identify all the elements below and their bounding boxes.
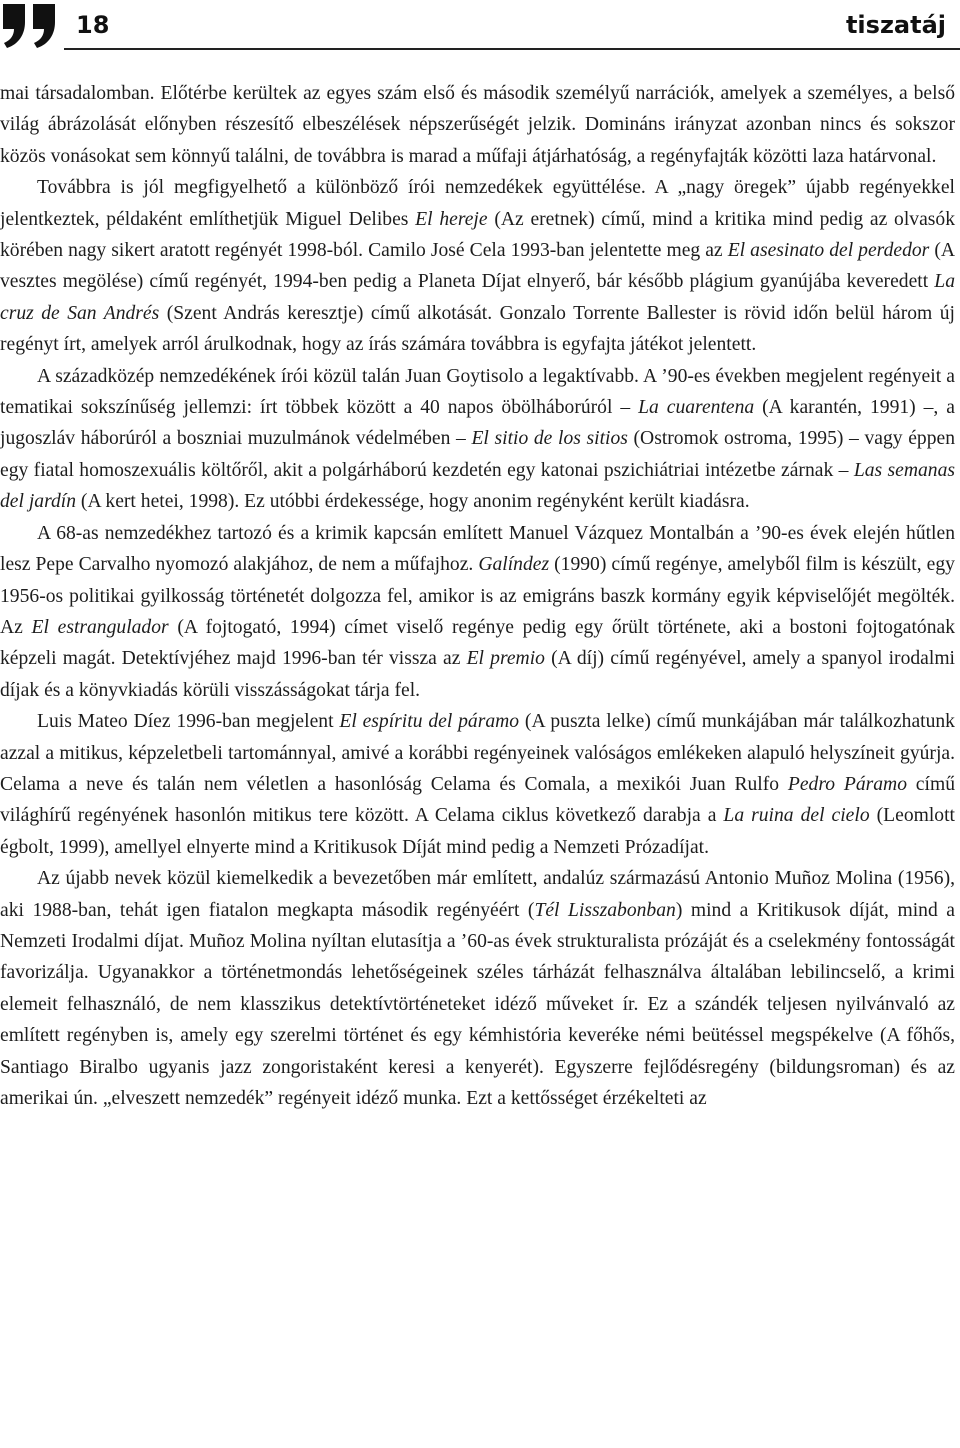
text-run: (Szent András keresztje) című alkotását. Gonzalo Torrente Ballester is rövid időn belül három új regényt írt, amelyek arról árulkodnak, hogy az írás számára továbbra is egyfajta játékot jelentett. — [0, 302, 955, 356]
text-run: (A díj) című regényével, amely a spanyol irodalmi díjak és a könyvkiadás körüli visszásságokat tárja fel. — [0, 648, 955, 701]
paragraph — [0, 706, 955, 863]
article-body — [0, 78, 955, 1114]
text-run: Luis Mateo Díez 1996-ban megjelent — [37, 711, 340, 733]
italic-title: El espíritu del páramo — [339, 711, 520, 733]
text-run: Továbbra is jól megfigyelhető a különböző írói nemzedékek együttélése. A „nagy öregek” újabb regényekkel jelentkeztek, példaként említhetjük Miguel Delibes — [0, 177, 955, 230]
text-run: (A vesztes megölése) című regényét, 1994-ben pedig a Planeta Díjat elnyerő, bár később plágium gyanújába keveredett — [0, 240, 956, 293]
text-run: mai társadalomban. Előtérbe kerültek az egyes szám első és második személyű narrációk, amelyek a személyes, a belső világ ábrázolását előnyben részesítő elbeszélések népszerűségét jelzik. Domináns irányzat azonban nincs és sokszor közös vonásokat sem könnyű találni, de továbbra is marad a műfaji átjárhatóság, a regényfajták közötti laza határvonal. — [0, 83, 955, 167]
text-run: (Leomlott égbolt, 1999), amellyel elnyerte mind a Kritikusok Díját mind pedig a Nemzeti Prózadíjat. — [0, 805, 955, 858]
italic-title: El premio — [466, 648, 545, 670]
paragraph — [0, 361, 955, 518]
paragraph — [0, 78, 955, 172]
journal-name: tiszatáj — [845, 11, 946, 39]
text-run: (1990) című regénye, amelyből film is készült, egy 1956-os politikai gyilkosság történetét dolgozza fel, amikor is az emigráns baszk kormány egyik képviselőjét megölték. Az — [0, 554, 955, 638]
italic-title: Galíndez — [478, 554, 550, 576]
paragraph — [0, 518, 955, 706]
italic-title: Tél Lisszabonban — [534, 899, 676, 921]
page-number: 18 — [76, 11, 110, 39]
text-run: (A fojtogató, 1994) címet viselő regénye pedig egy őrült története, aki a bostoni fojtogatónak képzeli magát. Detektívjéhez majd 1996-ban tér vissza az — [0, 616, 955, 670]
italic-title: El hereje — [415, 208, 488, 230]
text-run: ) mind a Kritikusok díját, mind a Nemzeti Irodalmi díjat. Muñoz Molina nyíltan elutasítja a ’60-as évek strukturalista prózáját és a cselekmény fontosságát favorizálja. Ugyanakkor a történetmondás lehetőségeinek széles tárházát felhasználva általában lebilincselő, a krimi elemeit felhasználó, de nem klasszikus detektívtörténeteket idéző műveket ír. Ez a szándék teljesen nyilvánvaló az említett regényben is, amely egy szerelmi történet és egy kémhistória keveréke némi beütéssel megspékelve (A főhős, Santiago Biralbo ugyanis jazz zongoristaként keresi a kenyerét). Egyszerre fejlődésregény (bildungsroman) és az amerikai ún. „elveszett nemzedék” regényeit idéző munka. Ezt a kettősséget érzékelteti az — [0, 899, 955, 1109]
text-run: (A karantén, 1991) –, a jugoszláv háborúról a boszniai muzulmánok védelmében – — [0, 397, 955, 450]
paragraph — [0, 863, 955, 1114]
text-run: (Ostromok ostroma, 1995) – vagy éppen egy fiatal homoszexuális költőről, akit a polgárháború kezdetén egy katonai pszichiátriai intézetbe zárnak – — [0, 428, 955, 481]
italic-title: El estrangulador — [31, 616, 169, 638]
double-comma-quote-icon — [0, 0, 64, 52]
italic-title: La cruz de San Andrés — [0, 271, 955, 324]
text-run: című világhírű regényének hasonlón mitikus tere között. A Celama ciklus következő darabja a — [0, 773, 955, 827]
italic-title: La cuarentena — [638, 397, 755, 419]
text-run: A 68-as nemzedékhez tartozó és a krimik kapcsán említett Manuel Vázquez Montalbán a ’90-es évek elején hűtlen lesz Pepe Carvalho nyomozó alakjához, de nem a műfajhoz. — [0, 522, 955, 576]
header-rule — [64, 48, 960, 50]
text-run: (A kert hetei, 1998). Ez utóbbi érdekessége, hogy anonim regényként került kiadásra. — [76, 491, 750, 513]
text-run: (A puszta lelke) című munkájában már találkozhatunk azzal a mitikus, képzeletbeli tartománnyal, amivé a korábbi regényeinek valóságos emlékeken alapuló helyszíneit gyúrja. Celama a neve és talán nem véletlen a hasonlóság Celama és Comala, a mexikói Juan Rulfo — [0, 711, 955, 795]
italic-title: Las semanas del jardín — [0, 459, 955, 513]
page-header — [0, 0, 960, 56]
text-run: A századközép nemzedékének írói közül talán Juan Goytisolo a legaktívabb. A ’90-es években megjelent regényeit a tematikai sokszínűség jellemzi: írt többek között a 40 napos öbölháborúról – — [0, 365, 955, 419]
italic-title: La ruina del cielo — [723, 805, 870, 827]
text-run: Az újabb nevek közül kiemelkedik a bevezetőben már említett, andalúz származású Antonio Muñoz Molina (1956), aki 1988-ban, tehát igen fiatalon megkapta második regényéért ( — [0, 868, 955, 921]
italic-title: El asesinato del perdedor — [727, 240, 930, 262]
text-run: (Az eretnek) című, mind a kritika mind pedig az olvasók körében nagy sikert aratott regényét 1998-ból. Camilo José Cela 1993-ban jelentette meg az — [0, 208, 955, 262]
italic-title: El sitio de los sitios — [471, 428, 628, 450]
italic-title: Pedro Páramo — [787, 773, 907, 795]
paragraph — [0, 172, 955, 360]
